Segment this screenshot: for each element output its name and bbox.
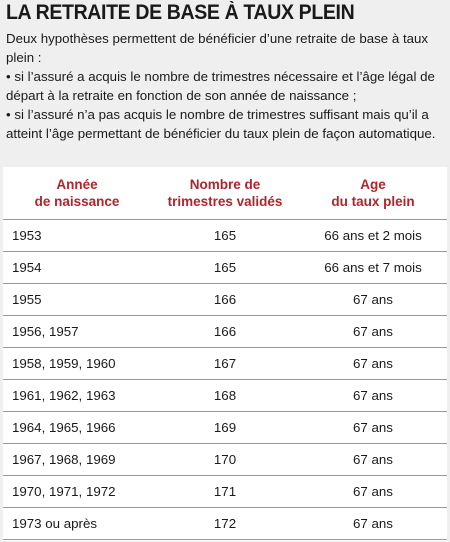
cell-trimestres: 166 <box>151 284 299 316</box>
cell-trimestres: 168 <box>151 380 299 412</box>
intro-bullet-2: • si l’assuré n’a pas acquis le nombre de trimestres suffisant mais qu’il a atteint l’âge permettant de bénéficier du taux plein de façon automatique. <box>6 107 436 141</box>
cell-trimestres: 169 <box>151 412 299 444</box>
header-trimestres <box>151 167 299 220</box>
table-row <box>3 252 447 284</box>
cell-age: 67 ans <box>299 316 447 348</box>
retirement-table-container <box>3 167 447 541</box>
cell-annee: 1973 ou après <box>3 508 151 540</box>
table-row <box>3 348 447 380</box>
cell-annee: 1961, 1962, 1963 <box>3 380 151 412</box>
table-row <box>3 412 447 444</box>
cell-trimestres: 166 <box>151 316 299 348</box>
cell-annee: 1956, 1957 <box>3 316 151 348</box>
header-annee-line1: Année <box>56 177 98 192</box>
table-header-row <box>3 167 447 220</box>
table-row <box>3 444 447 476</box>
cell-annee: 1954 <box>3 252 151 284</box>
cell-trimestres: 171 <box>151 476 299 508</box>
header-age-line1: Age <box>360 177 386 192</box>
table-row <box>3 284 447 316</box>
cell-age: 67 ans <box>299 412 447 444</box>
table-row <box>3 316 447 348</box>
cell-trimestres: 170 <box>151 444 299 476</box>
cell-annee: 1958, 1959, 1960 <box>3 348 151 380</box>
cell-age: 67 ans <box>299 380 447 412</box>
cell-trimestres: 165 <box>151 220 299 252</box>
header-trimestres-line1: Nombre de <box>189 177 261 192</box>
table-row <box>3 220 447 252</box>
cell-annee: 1967, 1968, 1969 <box>3 444 151 476</box>
cell-trimestres: 165 <box>151 252 299 284</box>
cell-age: 66 ans et 7 mois <box>299 252 447 284</box>
cell-age: 67 ans <box>299 476 447 508</box>
cell-age: 67 ans <box>299 284 447 316</box>
cell-age: 66 ans et 2 mois <box>299 220 447 252</box>
cell-annee: 1970, 1971, 1972 <box>3 476 151 508</box>
cell-trimestres: 172 <box>151 508 299 540</box>
header-age-line2: du taux plein <box>331 194 415 209</box>
page-title: LA RETRAITE DE BASE À TAUX PLEIN <box>6 1 355 24</box>
header-age <box>299 167 447 220</box>
table-row <box>3 476 447 508</box>
header-annee <box>3 167 151 220</box>
cell-annee: 1955 <box>3 284 151 316</box>
header-trimestres-line2: trimestres validés <box>167 194 283 209</box>
cell-age: 67 ans <box>299 348 447 380</box>
header-annee-line2: de naissance <box>34 194 120 209</box>
cell-age: 67 ans <box>299 508 447 540</box>
intro-line: Deux hypothèses permettent de bénéficier d’une retraite de base à taux plein : <box>6 31 429 65</box>
table-row <box>3 380 447 412</box>
cell-trimestres: 167 <box>151 348 299 380</box>
cell-age: 67 ans <box>299 444 447 476</box>
intro-bullet-1: • si l’assuré a acquis le nombre de trimestres nécessaire et l’âge légal de départ à la retraite en fonction de son année de naissance ; <box>6 69 435 103</box>
table-row <box>3 508 447 540</box>
cell-annee: 1964, 1965, 1966 <box>3 412 151 444</box>
retirement-table <box>3 167 447 540</box>
cell-annee: 1953 <box>3 220 151 252</box>
intro-text <box>6 29 446 143</box>
